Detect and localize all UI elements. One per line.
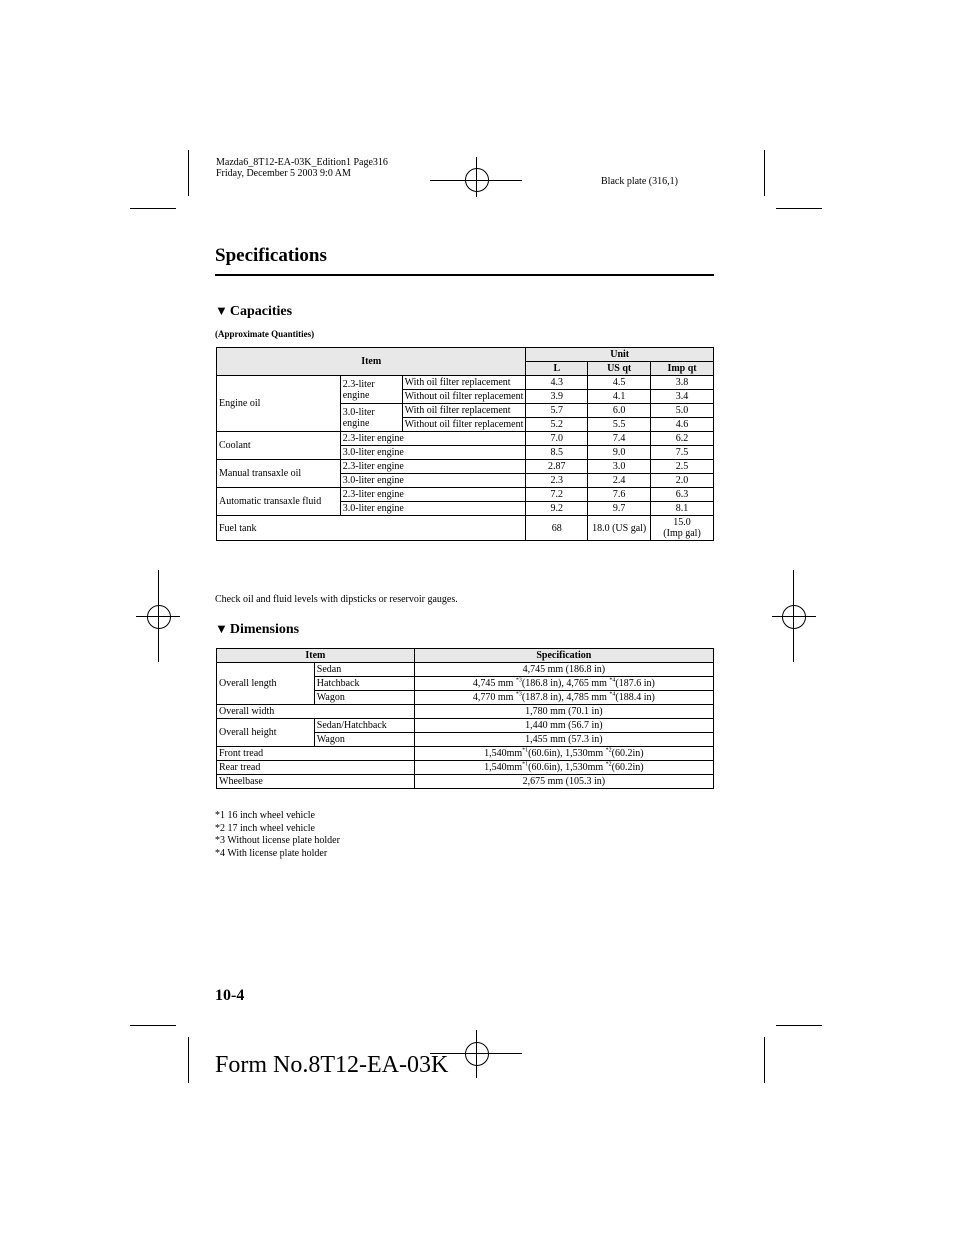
print-header-file: Mazda6_8T12-EA-03K_Edition1 Page316 bbox=[216, 157, 388, 168]
value-l: 3.9 bbox=[526, 390, 588, 404]
value-imp-qt: 6.2 bbox=[651, 432, 714, 446]
table-row bbox=[217, 705, 714, 719]
crop-mark bbox=[130, 208, 176, 209]
registration-mark-icon bbox=[465, 1042, 489, 1066]
crop-mark bbox=[776, 1025, 822, 1026]
value-us-qt: 3.0 bbox=[588, 460, 651, 474]
row-label: Fuel tank bbox=[217, 516, 526, 541]
value-l: 4.3 bbox=[526, 376, 588, 390]
body-type-label: Sedan bbox=[314, 663, 414, 677]
value-imp-qt: 2.5 bbox=[651, 460, 714, 474]
body-type-label: Sedan/Hatchback bbox=[314, 719, 414, 733]
engine-label: 2.3-liter engine bbox=[340, 488, 526, 502]
value-l: 8.5 bbox=[526, 446, 588, 460]
crop-mark bbox=[188, 150, 189, 196]
value-us-qt: 9.0 bbox=[588, 446, 651, 460]
table-row bbox=[217, 747, 714, 761]
crop-mark bbox=[764, 150, 765, 196]
col-header-item: Item bbox=[217, 649, 415, 663]
value-us-qt: 7.6 bbox=[588, 488, 651, 502]
spec-value: 4,745 mm (186.8 in) bbox=[414, 663, 713, 677]
value-imp-qt: 7.5 bbox=[651, 446, 714, 460]
value-imp-qt: 3.4 bbox=[651, 390, 714, 404]
table-row bbox=[217, 488, 714, 502]
dimensions-heading: ▼ Dimensions bbox=[215, 621, 300, 637]
row-label: Rear tread bbox=[217, 761, 415, 775]
value-l: 7.2 bbox=[526, 488, 588, 502]
value-imp-qt: 2.0 bbox=[651, 474, 714, 488]
row-label: Front tread bbox=[217, 747, 415, 761]
footnote: *2 17 inch wheel vehicle bbox=[215, 822, 315, 834]
footnote: *4 With license plate holder bbox=[215, 847, 328, 859]
print-header-date: Friday, December 5 2003 9:0 AM bbox=[216, 168, 351, 179]
value-us-qt: 9.7 bbox=[588, 502, 651, 516]
print-header bbox=[216, 157, 388, 179]
form-number: Form No.8T12-EA-03K bbox=[215, 1052, 449, 1078]
spec-value: $1,540mm^{*1}(60.6in)$, 1,530mm $^{*2}$(60.2in) bbox=[414, 761, 713, 775]
col-header-unit: Unit bbox=[526, 348, 714, 362]
row-label: Wheelbase bbox=[217, 775, 415, 789]
footnote: *1 16 inch wheel vehicle bbox=[215, 810, 315, 821]
dimensions-table bbox=[216, 648, 714, 789]
crop-mark bbox=[764, 1037, 765, 1083]
filter-label: With oil filter replacement bbox=[402, 404, 526, 418]
unit-us-qt: US qt bbox=[588, 362, 651, 376]
spec-value: 4,745 mm $^{*3}$(186.8 in), 4,765 mm $^{*4}$(187.6 in) bbox=[414, 677, 713, 691]
filter-label: Without oil filter replacement bbox=[402, 390, 526, 404]
row-label: Overall length bbox=[217, 663, 315, 705]
crop-mark bbox=[776, 208, 822, 209]
engine-label: 2.3-liter engine bbox=[340, 432, 526, 446]
row-label: Manual transaxle oil bbox=[217, 460, 341, 488]
registration-mark-icon bbox=[147, 605, 171, 629]
body-type-label: Wagon bbox=[314, 733, 414, 747]
crop-mark bbox=[130, 1025, 176, 1026]
capacities-heading: ▼ Capacities bbox=[215, 303, 293, 319]
footnotes bbox=[215, 810, 340, 860]
value-imp-qt: 4.6 bbox=[651, 418, 714, 432]
table-row bbox=[217, 460, 714, 474]
value-l: 2.87 bbox=[526, 460, 588, 474]
crop-mark bbox=[188, 1037, 189, 1083]
table-row bbox=[217, 761, 714, 775]
engine-label: 3.0-liter engine bbox=[340, 474, 526, 488]
spec-value: 1,455 mm (57.3 in) bbox=[414, 733, 713, 747]
value-l: 5.7 bbox=[526, 404, 588, 418]
row-label: Coolant bbox=[217, 432, 341, 460]
row-label: Automatic transaxle fluid bbox=[217, 488, 341, 516]
table-row bbox=[217, 432, 714, 446]
table-row bbox=[217, 516, 714, 541]
value-us-qt: 7.4 bbox=[588, 432, 651, 446]
value-l: 7.0 bbox=[526, 432, 588, 446]
spec-value: 2,675 mm (105.3 in) bbox=[414, 775, 713, 789]
spec-value: 1,780 mm (70.1 in) bbox=[414, 705, 713, 719]
triangle-down-icon: ▼ bbox=[215, 621, 228, 636]
value-l: 9.2 bbox=[526, 502, 588, 516]
value-us-qt: 6.0 bbox=[588, 404, 651, 418]
engine-label: 3.0-liter engine bbox=[340, 446, 526, 460]
col-header-specification: Specification bbox=[414, 649, 713, 663]
value-us-qt: 4.5 bbox=[588, 376, 651, 390]
value-imp-qt: 5.0 bbox=[651, 404, 714, 418]
page-title: Specifications bbox=[215, 245, 327, 266]
registration-mark-icon bbox=[465, 168, 489, 192]
value-us-qt: 4.1 bbox=[588, 390, 651, 404]
filter-label: Without oil filter replacement bbox=[402, 418, 526, 432]
table-row bbox=[217, 376, 714, 390]
engine-label: 3.0-liter engine bbox=[340, 404, 402, 432]
spec-value: 1,440 mm (56.7 in) bbox=[414, 719, 713, 733]
value-imp-qt: 3.8 bbox=[651, 376, 714, 390]
value-us-qt: 18.0 (US gal) bbox=[588, 516, 651, 541]
unit-imp-qt: Imp qt bbox=[651, 362, 714, 376]
registration-mark-icon bbox=[782, 605, 806, 629]
plate-label: Black plate (316,1) bbox=[601, 176, 678, 187]
value-l: 5.2 bbox=[526, 418, 588, 432]
footnote: *3 Without license plate holder bbox=[215, 835, 340, 846]
page-number: 10-4 bbox=[215, 987, 245, 1004]
engine-label: 3.0-liter engine bbox=[340, 502, 526, 516]
engine-label: 2.3-liter engine bbox=[340, 376, 402, 404]
filter-label: With oil filter replacement bbox=[402, 376, 526, 390]
capacities-table bbox=[216, 347, 714, 541]
value-us-qt: 5.5 bbox=[588, 418, 651, 432]
col-header-item: Item bbox=[217, 348, 526, 376]
value-l: 2.3 bbox=[526, 474, 588, 488]
value-imp-qt: 15.0 (Imp gal) bbox=[651, 516, 714, 541]
title-rule bbox=[215, 274, 714, 276]
body-type-label: Wagon bbox=[314, 691, 414, 705]
value-imp-qt: 8.1 bbox=[651, 502, 714, 516]
unit-l: L bbox=[526, 362, 588, 376]
value-imp-qt: 6.3 bbox=[651, 488, 714, 502]
value-l: 68 bbox=[526, 516, 588, 541]
spec-value: 4,770 mm $^{*3}$(187.8 in), 4,785 mm $^{*4}$(188.4 in) bbox=[414, 691, 713, 705]
row-label: Engine oil bbox=[217, 376, 341, 432]
value-us-qt: 2.4 bbox=[588, 474, 651, 488]
table-row bbox=[217, 775, 714, 789]
engine-label: 2.3-liter engine bbox=[340, 460, 526, 474]
table-row bbox=[217, 663, 714, 677]
capacities-note: Check oil and fluid levels with dipsticks or reservoir gauges. bbox=[215, 594, 458, 605]
table-row bbox=[217, 719, 714, 733]
capacities-subheading: (Approximate Quantities) bbox=[215, 329, 315, 339]
triangle-down-icon: ▼ bbox=[215, 303, 228, 318]
row-label: Overall height bbox=[217, 719, 315, 747]
row-label: Overall width bbox=[217, 705, 415, 719]
spec-value: $1,540mm^{*1}(60.6in)$, 1,530mm $^{*2}$(60.2in) bbox=[414, 747, 713, 761]
body-type-label: Hatchback bbox=[314, 677, 414, 691]
